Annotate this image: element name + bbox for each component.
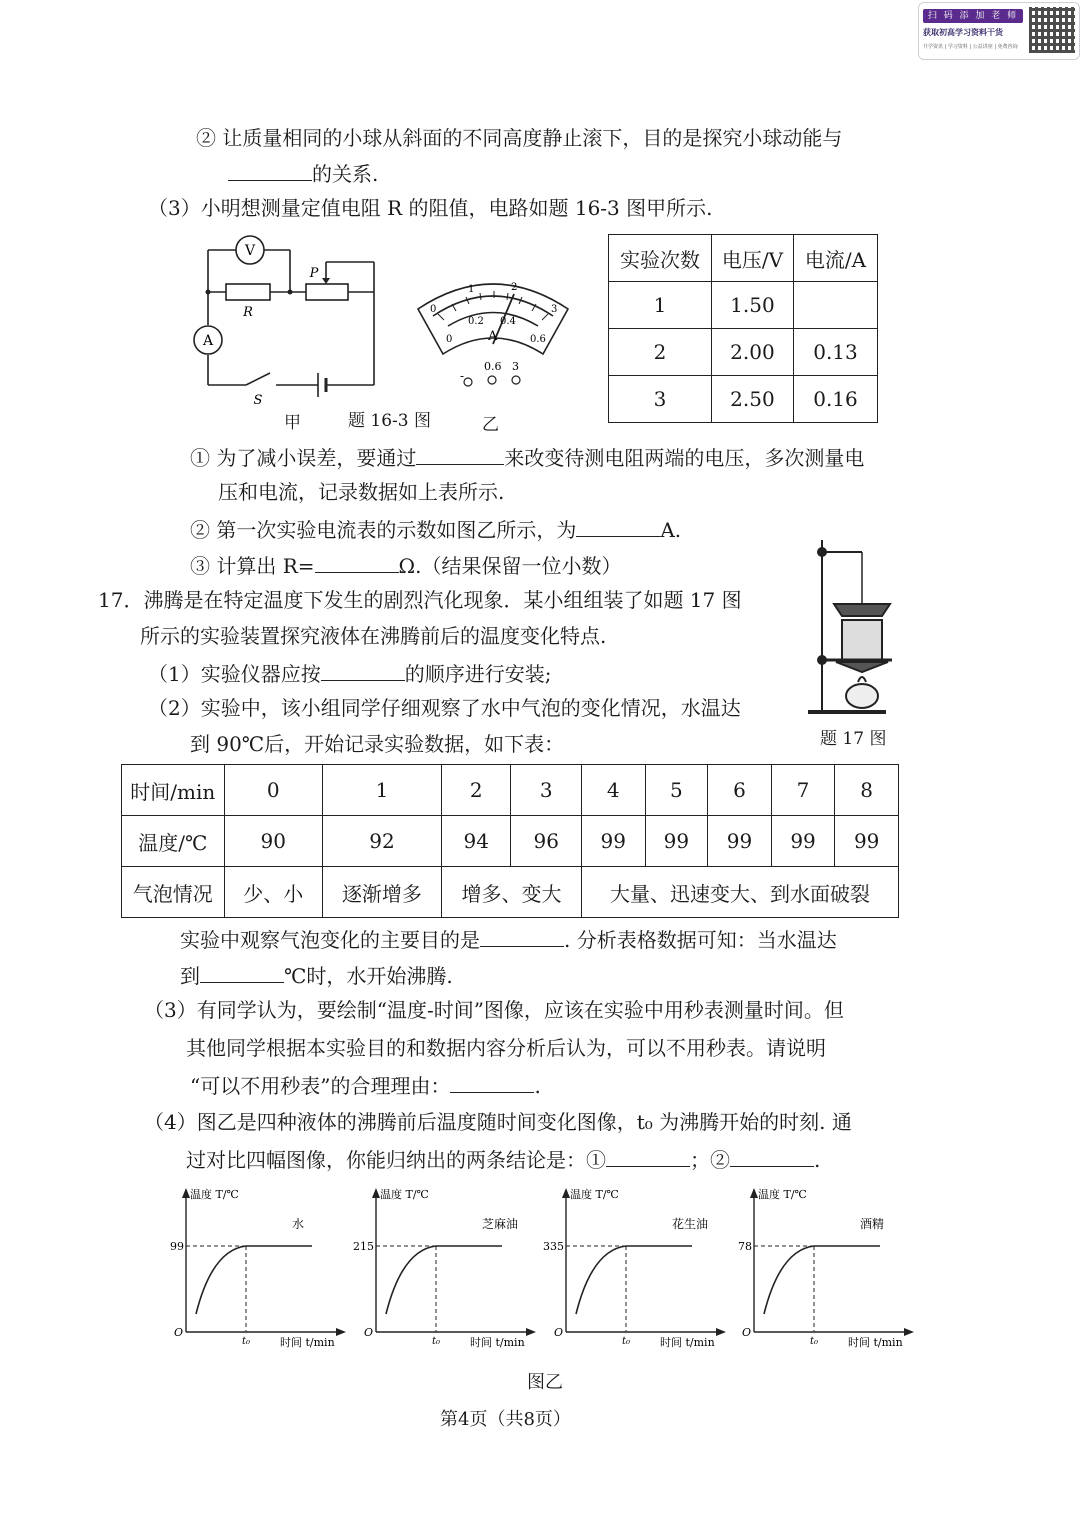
dial-scale-3: 3 (551, 304, 558, 315)
y-axis-arrow (562, 1188, 570, 1198)
q17-after-line2 (180, 960, 453, 990)
table-cell: 96 (511, 816, 582, 867)
boiling-apparatus-figure (800, 532, 900, 722)
table-cell: 8 (835, 765, 899, 816)
q16-sub1-text-b: 来改变待测电阻两端的电压，多次测量电 (504, 446, 865, 470)
q17-part1 (148, 658, 551, 688)
table-cell: 大量、迅速变大、到水面破裂 (581, 867, 898, 918)
table-cell: 99 (581, 816, 645, 867)
q17-data-table (121, 764, 899, 918)
liquid-name: 水 (292, 1217, 305, 1231)
answer-blank[interactable] (416, 442, 504, 465)
t0-label: t₀ (622, 1336, 631, 1347)
table-cell: 94 (441, 816, 511, 867)
origin-label: O (364, 1326, 374, 1339)
boiling-point-label: 215 (353, 1240, 374, 1253)
voltmeter-label: V (244, 243, 256, 259)
q16-sub1-line1 (190, 442, 864, 472)
ammeter-label: A (202, 333, 214, 349)
qr-code-icon (1029, 7, 1075, 53)
page-footer: 第4页（共8页） (440, 1409, 571, 1430)
terminal-minus: - (460, 369, 465, 383)
q16-item2-line2 (228, 158, 378, 188)
table-cell: 1 (322, 765, 441, 816)
boiling-graph-3 (543, 1184, 728, 1354)
q17-part4-line1: （4）图乙是四种液体的沸腾前后温度随时间变化图像，t₀ 为沸腾开始的时刻. 通 (144, 1110, 852, 1134)
table-cell: 99 (708, 816, 772, 867)
q16-item2-suffix: 的关系. (312, 162, 379, 186)
switch-s (246, 373, 270, 385)
badge-subtitle: 获取初高学习资料干货 (923, 28, 1003, 37)
t0-label: t₀ (432, 1336, 441, 1347)
table-cell: 2.00 (711, 329, 793, 376)
x-axis-label: 时间 t/min (660, 1336, 715, 1349)
q16-item2-line1: ② 让质量相同的小球从斜面的不同高度静止滚下，目的是探究小球动能与 (196, 126, 843, 150)
fig-16-3-caption: 题 16-3 图 (348, 411, 431, 431)
q17-part1-text-a: （1）实验仪器应按 (148, 662, 321, 686)
dial-inner-0: 0 (446, 334, 453, 345)
rheostat (306, 284, 348, 300)
boiling-graph-2 (353, 1184, 538, 1354)
terminal-3: 3 (512, 360, 519, 373)
x-axis-arrow (716, 1328, 726, 1336)
beaker-lid (834, 604, 890, 616)
t0-label: t₀ (242, 1336, 251, 1347)
t0-label: t₀ (810, 1336, 819, 1347)
x-axis-arrow (526, 1328, 536, 1336)
boiling-point-label: 78 (738, 1240, 752, 1253)
q16-sub3 (190, 550, 621, 580)
q17-part3-text-c: “可以不用秒表”的合理理由： (190, 1074, 451, 1098)
q17-part2-line1: （2）实验中，该小组同学仔细观察了水中气泡的变化情况，水温达 (148, 696, 741, 720)
table-cell: 99 (835, 816, 899, 867)
heating-curve (386, 1246, 436, 1314)
fig-17-caption: 题 17 图 (820, 729, 887, 749)
table-cell: 2 (609, 329, 712, 376)
table-cell: 3 (609, 376, 712, 423)
table-cell: 少、小 (224, 867, 322, 918)
y-axis-label: 温度 T/℃ (190, 1188, 239, 1201)
y-axis-arrow (182, 1188, 190, 1198)
resistor-r (226, 284, 270, 300)
q17-after-line1 (180, 924, 837, 954)
q17-intro-line1: 17．沸腾是在特定温度下发生的剧烈汽化现象．某小组组装了如题 17 图 (98, 588, 742, 612)
table-cell: 0.13 (793, 329, 877, 376)
origin-label: O (174, 1326, 184, 1339)
dial-scale-2: 2 (511, 282, 518, 293)
liquid-name: 芝麻油 (482, 1217, 519, 1231)
table-header-cell: 电压/V (711, 235, 793, 282)
answer-blank[interactable] (480, 924, 564, 947)
circuit-diagram (188, 230, 388, 410)
boiling-point-label: 335 (543, 1240, 564, 1253)
y-axis-label: 温度 T/℃ (758, 1188, 807, 1201)
dial-scale-0: 0 (430, 304, 437, 315)
table-header-cell: 实验次数 (609, 235, 712, 282)
promo-badge (918, 2, 1080, 60)
q17-after2-text-b: ℃时，水开始沸腾. (284, 964, 453, 988)
alcohol-lamp (846, 684, 878, 708)
q17-part1-text-b: 的顺序进行安装; (404, 662, 552, 686)
q17-part4-text-c: ；② (690, 1148, 730, 1172)
table-cell: 2.50 (711, 376, 793, 423)
q17-after2-text-a: 到 (180, 964, 200, 988)
x-axis-arrow (336, 1328, 346, 1336)
x-axis-arrow (904, 1328, 914, 1336)
q16-sub2-text-a: ② 第一次实验电流表的示数如图乙所示，为 (190, 518, 577, 542)
q17-part3-line2: 其他同学根据本实验目的和数据内容分析后认为，可以不用秒表。请说明 (186, 1036, 826, 1060)
y-axis-arrow (372, 1188, 380, 1198)
answer-blank[interactable] (200, 960, 284, 983)
table-cell: 3 (511, 765, 582, 816)
x-axis-label: 时间 t/min (848, 1336, 903, 1349)
q16-sub2 (190, 514, 681, 544)
table-cell: 0 (224, 765, 322, 816)
q17-after1-text-b: . 分析表格数据可知：当水温达 (564, 928, 837, 952)
dial-inner-0-6: 0.6 (530, 334, 546, 345)
q16-sub3-text-a: ③ 计算出 R= (190, 554, 315, 578)
terminal-0-6: 0.6 (484, 360, 502, 373)
table-row-header: 温度/℃ (122, 816, 225, 867)
answer-blank[interactable] (576, 514, 660, 537)
q16-sub1-line2: 压和电流，记录数据如上表所示. (218, 480, 505, 504)
slider-label: P (309, 266, 319, 281)
table-cell: 增多、变大 (441, 867, 581, 918)
answer-blank[interactable] (228, 158, 312, 181)
origin-label: O (742, 1326, 752, 1339)
table-cell: 逐渐增多 (322, 867, 441, 918)
answer-blank[interactable] (321, 658, 405, 681)
badge-tags: 升学资讯 | 学习资料 | 公益讲座 | 免费咨询 (923, 44, 1018, 50)
dial-unit: A (488, 329, 498, 344)
q17-part4-text-d: . (814, 1148, 821, 1172)
q16-sub1-text-a: ① 为了减小误差，要通过 (190, 446, 417, 470)
liquid-name: 酒精 (860, 1217, 885, 1231)
dial-scale-0-4: 0.4 (500, 316, 516, 327)
q17-part3-line3 (190, 1070, 541, 1100)
table-cell: 1.50 (711, 282, 793, 329)
y-axis-arrow (750, 1188, 758, 1198)
y-axis-label: 温度 T/℃ (570, 1188, 619, 1201)
beaker (842, 620, 882, 660)
x-axis-label: 时间 t/min (280, 1336, 335, 1349)
graphs-caption: 图乙 (527, 1372, 563, 1393)
origin-label: O (554, 1326, 564, 1339)
table-cell: 0.16 (793, 376, 877, 423)
heating-curve (576, 1246, 626, 1314)
table-cell: 5 (645, 765, 708, 816)
table-cell: 1 (609, 282, 712, 329)
q17-part4-line2 (186, 1144, 820, 1174)
liquid-name: 花生油 (672, 1217, 709, 1231)
q17-part3-line1: （3）有同学认为，要绘制“温度-时间”图像，应该在实验中用秒表测量时间。但 (144, 998, 844, 1022)
answer-blank[interactable] (315, 550, 399, 573)
table-cell: 92 (322, 816, 441, 867)
switch-label: S (253, 393, 263, 408)
q16-sub2-text-b: A. (660, 518, 682, 542)
table-cell: 4 (581, 765, 645, 816)
answer-blank[interactable] (450, 1070, 534, 1093)
fig-jia-label: 甲 (284, 413, 301, 433)
q16-part3: （3）小明想测量定值电阻 R 的阻值，电路如题 16-3 图甲所示. (148, 196, 713, 220)
q17-intro-line2: 所示的实验装置探究液体在沸腾前后的温度变化特点. (140, 624, 607, 648)
q17-after1-text-a: 实验中观察气泡变化的主要目的是 (180, 928, 480, 952)
boiling-graph-4 (736, 1184, 916, 1354)
q17-part3-text-d: . (534, 1074, 541, 1098)
table-row-header: 时间/min (122, 765, 225, 816)
table-cell: 99 (645, 816, 708, 867)
table-header-cell: 电流/A (793, 235, 877, 282)
answer-blank[interactable] (730, 1144, 814, 1167)
heating-curve (196, 1246, 246, 1314)
table-cell: 99 (771, 816, 835, 867)
table-cell: 90 (224, 816, 322, 867)
fig-yi-label: 乙 (482, 415, 499, 435)
badge-title: 扫 码 添 加 老 师 (923, 9, 1023, 23)
table-cell: 2 (441, 765, 511, 816)
boiling-graph-1 (168, 1184, 348, 1354)
q17-part2-line2: 到 90℃后，开始记录实验数据，如下表： (190, 732, 565, 756)
q17-part4-text-b: 过对比四幅图像，你能归纳出的两条结论是：① (186, 1148, 606, 1172)
boiling-point-label: 99 (170, 1240, 184, 1253)
dial-scale-0-2: 0.2 (468, 316, 484, 327)
q16-sub3-text-b: Ω.（结果保留一位小数） (398, 554, 622, 578)
table-row-header: 气泡情况 (122, 867, 225, 918)
table-cell: 7 (771, 765, 835, 816)
x-axis-label: 时间 t/min (470, 1336, 525, 1349)
answer-blank[interactable] (606, 1144, 690, 1167)
dial-scale-1: 1 (468, 284, 475, 295)
heating-curve (764, 1246, 814, 1314)
resistor-label: R (243, 305, 253, 320)
ammeter-dial (408, 264, 578, 394)
y-axis-label: 温度 T/℃ (380, 1188, 429, 1201)
q16-data-table (608, 234, 878, 423)
table-cell (793, 282, 877, 329)
table-cell: 6 (708, 765, 772, 816)
